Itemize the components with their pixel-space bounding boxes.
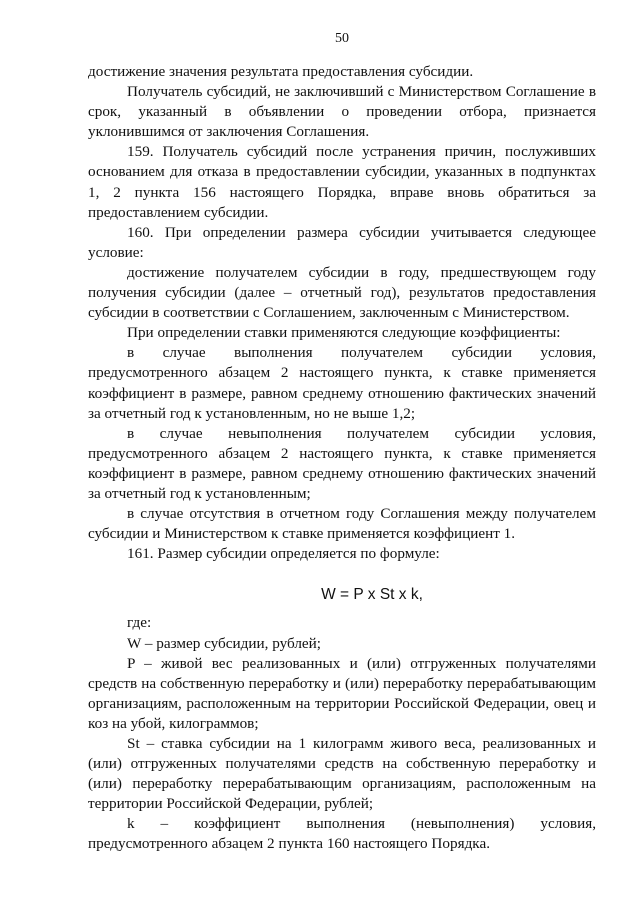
paragraph-160: 160. При определении размера субсидии учитывается следующее условие: xyxy=(88,223,596,261)
definition-p: P – живой вес реализованных и (или) отгруженных получателями средств на собственную переработку и (или) переработку перерабатывающим организациям, расположенным на территории Российской Федерации, овец и коз на убой, килограммов; xyxy=(88,654,596,732)
paragraph-coefficient-no-agreement: в случае отсутствия в отчетном году Соглашения между получателем субсидии и Министерством к ставке применяется коэффициент 1. xyxy=(88,505,596,543)
definition-k: k – коэффициент выполнения (невыполнения) условия, предусмотренного абзацем 2 пункта 160 настоящего Порядка. xyxy=(88,815,596,853)
paragraph-coefficients-intro: При определении ставки применяются следующие коэффициенты: xyxy=(127,324,561,342)
paragraph-evasion: Получатель субсидий, не заключивший с Министерством Соглашение в срок, указанный в объявлении о проведении отбора, признается уклонившимся от заключения Соглашения. xyxy=(88,83,596,141)
document-body xyxy=(88,62,596,855)
paragraph-where: где: xyxy=(127,614,152,632)
paragraph-condition: достижение получателем субсидии в году, предшествующем году получения субсидии (далее – отчетный год), результатов предоставления субсидии в соответствии с Соглашением, заключенным с Министерством. xyxy=(88,263,596,322)
paragraph-coefficient-fulfilled: в случае выполнения получателем субсидии условия, предусмотренного абзацем 2 настоящего пункта, к ставке применяется коэффициент в размере, равном среднему отношению фактических значений за отчетный год к установленным, но не выше 1,2; xyxy=(88,344,596,422)
page-number: 50 xyxy=(335,31,349,46)
paragraph-159: 159. Получатель субсидий после устранения причин, послуживших основанием для отказа в предоставлении субсидии, указанных в подпунктах 1, 2 пункта 156 настоящего Порядка, вправе вновь обратиться за предоставлением субсидии. xyxy=(88,143,596,221)
paragraph-161: 161. Размер субсидии определяется по формуле: xyxy=(127,545,440,563)
paragraph-coefficient-unfulfilled: в случае невыполнения получателем субсидии условия, предусмотренного абзацем 2 настоящего пункта, к ставке применяется коэффициент в размере, равном среднему отношению фактических значений за отчетный год к установленным; xyxy=(88,424,596,502)
paragraph-result-achievement: достижение значения результата предоставления субсидии. xyxy=(88,63,474,80)
definition-w: W – размер субсидии, рублей; xyxy=(127,634,322,652)
definition-st: St – ставка субсидии на 1 килограмм живого веса, реализованных и (или) отгруженных получателями средств на собственную переработку и (или) переработку перерабатывающим организациям, расположенным на территории Российской Федерации, рублей; xyxy=(88,735,596,813)
subsidy-formula: W = P x St x k, xyxy=(321,586,423,604)
